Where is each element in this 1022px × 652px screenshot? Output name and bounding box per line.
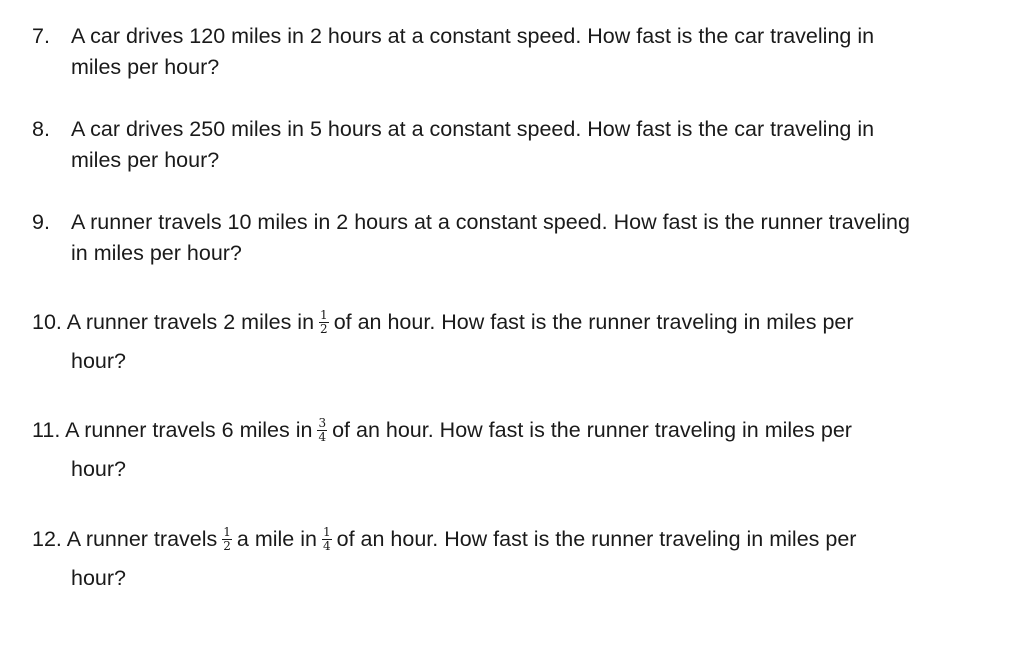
problem-text-after: of an hour. How fast is the runner traveling in miles per [332, 418, 852, 442]
fraction-numerator: 1 [322, 524, 331, 539]
fraction-numerator: 1 [223, 524, 231, 539]
problem-number: 11. [32, 418, 61, 442]
problem-text-line1 [32, 307, 854, 338]
problem-text-after: of an hour. How fast is the runner traveling in miles per [336, 527, 857, 551]
fraction-denominator: 2 [223, 538, 231, 553]
problem-text-line1 [32, 524, 856, 555]
problem-text-line1: A car drives 120 miles in 2 hours at a constant speed. How fast is the car traveling in [71, 24, 875, 48]
problem-text-line2: miles per hour? [71, 148, 220, 172]
fraction-denominator: 4 [322, 538, 331, 553]
fraction [322, 526, 332, 553]
problem-text-line2: hour? [71, 457, 126, 481]
fraction-denominator: 2 [320, 321, 328, 336]
fraction [317, 417, 327, 444]
problem-number: 9. [32, 210, 50, 234]
fraction-denominator: 4 [318, 429, 327, 444]
problem-number: 8. [32, 117, 50, 141]
problem-number: 10. [32, 310, 62, 334]
problem-text-line1 [32, 415, 852, 446]
problem-text-line2: hour? [71, 349, 126, 373]
problem-text-before: A runner travels [66, 527, 218, 551]
fraction [319, 309, 329, 336]
problem-text-line2: hour? [71, 566, 126, 590]
problem-number: 7. [32, 24, 50, 48]
problem-text-before: A runner travels 6 miles in [65, 418, 313, 442]
problem-text-line1: A car drives 250 miles in 5 hours at a constant speed. How fast is the car traveling in [71, 117, 875, 141]
problem-text-line2: in miles per hour? [71, 241, 242, 265]
fraction-numerator: 1 [320, 307, 328, 322]
fraction-numerator: 3 [318, 415, 327, 430]
problem-number: 12. [32, 527, 62, 551]
problem-text-middle: a mile in [236, 527, 317, 551]
problem-text-line1: A runner travels 10 miles in 2 hours at a constant speed. How fast is the runner traveling [71, 210, 910, 234]
problem-text-after: of an hour. How fast is the runner traveling in miles per [333, 310, 854, 334]
problem-text-before: A runner travels 2 miles in [66, 310, 315, 334]
fraction [222, 526, 232, 553]
problem-text-line2: miles per hour? [71, 55, 220, 79]
